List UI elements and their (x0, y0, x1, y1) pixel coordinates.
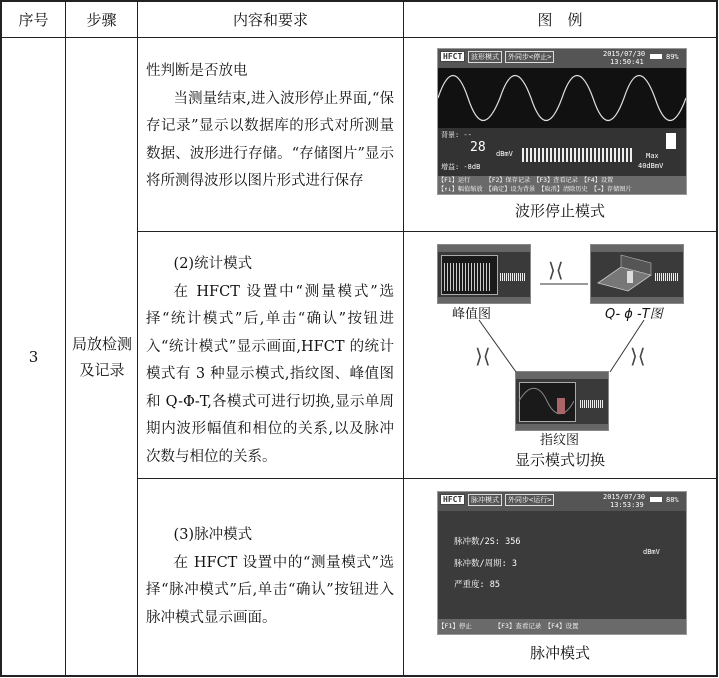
battery-text: 89% (666, 53, 679, 61)
pulses-per-cycle: 脉冲数/周期: 3 (454, 559, 517, 569)
label-peak: 峰值图 (452, 307, 492, 322)
col-divider-1 (65, 0, 66, 677)
hfct-badge: HFCT (440, 494, 465, 505)
row-divider-2 (137, 478, 718, 479)
caption-mode-switch: 显示模式切换 (514, 451, 605, 469)
label-fingerprint: 指纹图 (540, 433, 580, 448)
header-content: 内容和要求 (232, 11, 308, 29)
table-border-right (716, 0, 718, 677)
sync-tab: 外同步<停止> (505, 51, 554, 63)
fkeys-line1: 【F1】运行 【F2】保存记录 【F3】查看记录 【F4】设置 (438, 177, 614, 184)
date-text: 2015/07/30 (603, 50, 646, 58)
row3-paragraph: 在 HFCT 设置中的“测量模式”选择“脉冲模式”后,单击“确认”按钮进入脉冲模式显示画面。 (146, 554, 394, 626)
waveform-plot (438, 68, 686, 128)
row3-content (146, 522, 394, 632)
battery-icon (650, 497, 662, 502)
row1-paragraph: 当测量结束,进入波形停止界面,“保存记录”显示以数据库的形式对所测量数据、波形进行存储。“存储图片”显示将所测得波形以图片形式进行保存 (146, 90, 394, 189)
battery-icon (650, 54, 662, 59)
date-text: 2015/07/30 (603, 493, 646, 501)
header-example: 图 例 (537, 11, 583, 29)
waveform-stop-screen (437, 48, 687, 195)
unit-text: dBmV (643, 548, 660, 556)
value-text: 28 (470, 140, 486, 155)
mode-tab: 脉冲模式 (468, 494, 502, 506)
unit-text: dBmV (496, 150, 513, 158)
time-text: 13:53:39 (610, 501, 644, 509)
sync-tab: 外同步<运行> (505, 494, 554, 506)
max-value: 40dBmV (638, 162, 664, 170)
label-qphit: Q- ϕ -T图 (605, 307, 663, 322)
max-indicator (666, 133, 676, 149)
header-step: 步骤 (86, 11, 117, 29)
row2-heading: (2)统计模式 (173, 256, 253, 272)
fkeys-line2: 【↑↓】幅值缩放 【确定】设为背景 【取消】清除历史 【→】存储图片 (438, 186, 632, 193)
col-divider-2 (137, 0, 138, 677)
table-border-bottom (0, 675, 718, 677)
pulse-mode-screen (437, 491, 687, 635)
severity: 严重度: 85 (454, 580, 500, 590)
switch-arrows-icon-left: ⟩⟨ (475, 344, 491, 368)
row2-content (146, 251, 394, 471)
row-number: 3 (28, 347, 39, 366)
step-name: 局放检测及记录 (72, 334, 133, 379)
function-keys: 【F1】停止 【F3】查看记录 【F4】设置 (438, 619, 686, 634)
row1-line1: 性判断是否放电 (146, 63, 248, 79)
caption-pulse-mode: 脉冲模式 (529, 644, 590, 662)
row3-heading: (3)脉冲模式 (173, 527, 253, 543)
battery-text: 88% (666, 496, 679, 504)
row2-paragraph: 在 HFCT 设置中“测量模式”选择“统计模式”后,单击“确认”按钮进入“统计模式”显示画面,HFCT 的统计模式有 3 种显示模式,指纹图、峰值图和 Q-Φ-T,各模式可进行切换,显示单周期内波形幅值和相位的关系,以及脉冲次数与相位的关系。 (146, 283, 394, 465)
caption-waveform-stop: 波形停止模式 (514, 202, 605, 220)
mode-tab: 波形模式 (468, 51, 502, 63)
time-text: 13:50:41 (610, 58, 644, 66)
level-bar (522, 148, 632, 162)
switch-arrows-icon-right: ⟩⟨ (630, 344, 646, 368)
function-keys (438, 176, 686, 194)
background-label: 背景: -- (441, 131, 472, 139)
hfct-badge: HFCT (440, 51, 465, 62)
gain-label: 增益: -8dB (441, 163, 481, 171)
pulses-per-2s: 脉冲数/2S: 356 (454, 537, 521, 547)
switch-arrows-icon-top: ⟩⟨ (548, 258, 564, 282)
max-label: Max (646, 152, 659, 160)
row1-content (146, 58, 394, 196)
header-number: 序号 (18, 11, 49, 29)
